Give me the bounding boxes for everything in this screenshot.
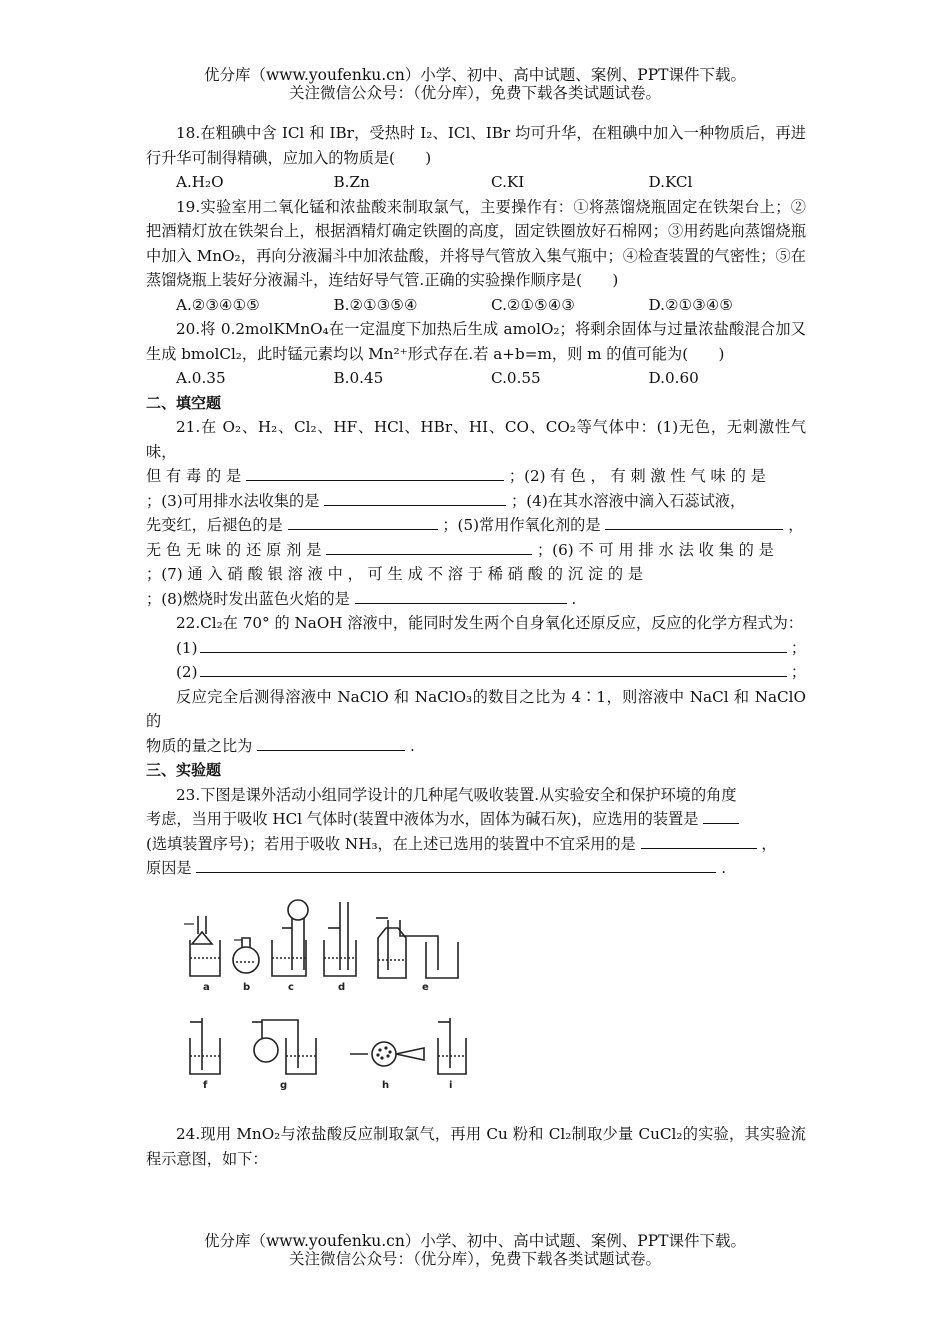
q21-line-6: ；(7) 通 入 硝 酸 银 溶 液 中 ， 可 生 成 不 溶 于 稀 硝 酸 的 沉 淀 的 是 bbox=[146, 565, 644, 583]
footer-line-1: 优分库（www.youfenku.cn）小学、初中、高中试题、案例、PPT课件下载。 bbox=[203, 1232, 747, 1250]
label-h: h bbox=[382, 1080, 390, 1091]
label-a: a bbox=[203, 982, 210, 993]
q21-line-4: 先变红，后褪色的是 ；(5)常用作氧化剂的是 ， bbox=[146, 513, 806, 538]
q23-blank-3[interactable] bbox=[196, 856, 716, 873]
question-content bbox=[146, 121, 806, 881]
label-b: b bbox=[243, 982, 251, 993]
apparatus-i bbox=[438, 1018, 466, 1074]
q21-line-1: 21.在 O₂、H₂、Cl₂、HF、HCl、HBr、HI、CO、CO₂等气体中：(1)无色，无刺激性气味， bbox=[146, 418, 806, 461]
q23-line-4: 原因是 . bbox=[146, 856, 806, 881]
q19-stem: 19.实验室用二氧化锰和浓盐酸来制取氯气，主要操作有：①将蒸馏烧瓶固定在铁架台上；②把酒精灯放在铁架台上，根据酒精灯确定铁圈的高度，固定铁圈放好石棉网；③用药匙向蒸馏烧瓶中加入 MnO₂，再向分液漏斗中加浓盐酸，并将导气管放入集气瓶中；④检查装置的气密性；⑤在蒸馏烧瓶上装好分液漏斗，连结好导气管.正确的实验操作顺序是( ) bbox=[146, 197, 806, 289]
q23-line-1: 23.下图是课外活动小组同学设计的几种尾气吸收装置.从实验安全和保护环境的角度 bbox=[176, 785, 737, 804]
q22-after: 反应完全后测得溶液中 NaClO 和 NaClO₃的数目之比为 4∶1，则溶液中 NaCl 和 NaClO 的 bbox=[146, 687, 806, 730]
q21-blank-1[interactable] bbox=[246, 464, 504, 481]
q20-option-d[interactable]: D.0.60 bbox=[648, 369, 699, 387]
apparatus-c bbox=[272, 900, 308, 976]
q18-options bbox=[146, 170, 806, 195]
label-g: g bbox=[280, 1080, 288, 1091]
q22-item-2: (2) ； bbox=[146, 660, 806, 685]
q20-options bbox=[146, 366, 806, 391]
absorption-apparatus-figure bbox=[176, 898, 476, 1094]
q21-line-3: ；(3)可用排水法收集的是 ；(4)在其水溶液中滴入石蕊试液， bbox=[146, 489, 806, 514]
q23-blank-1[interactable] bbox=[703, 807, 739, 824]
apparatus-g bbox=[252, 1020, 316, 1074]
apparatus-f bbox=[190, 1018, 220, 1074]
apparatus-h bbox=[350, 1042, 424, 1066]
q23-line-2: 考虑，当用于吸收 HCl 气体时(装置中液体为水，固体为碱石灰)，应选用的装置是 bbox=[146, 807, 806, 832]
q22-blank-1[interactable] bbox=[200, 636, 787, 653]
apparatus-b bbox=[233, 938, 259, 973]
q23-line-3: (选填装置序号)；若用于吸收 NH₃，在上述已选用的装置中不宜采用的是 ， bbox=[146, 832, 806, 857]
q22-ratio-blank[interactable] bbox=[257, 734, 405, 751]
q21-blank-5[interactable] bbox=[605, 513, 783, 530]
q20-option-a[interactable]: A.0.35 bbox=[176, 369, 226, 387]
q20-stem: 20.将 0.2molKMnO₄在一定温度下加热后生成 amolO₂；将剩余固体与过量浓盐酸混合加又生成 bmolCl₂，此时锰元素均以 Mn²⁺形式存在.若 a+b=m，则 m 的值可能为( ) bbox=[146, 320, 806, 363]
q18-option-b[interactable]: B.Zn bbox=[333, 173, 370, 191]
header-line-2: 关注微信公众号：（优分库），免费下载各类试题试卷。 bbox=[288, 84, 661, 102]
label-e: e bbox=[422, 982, 429, 993]
q19-option-d[interactable]: D.②①③④⑤ bbox=[648, 295, 734, 314]
footer-line-2: 关注微信公众号：（优分库），免费下载各类试题试卷。 bbox=[288, 1250, 661, 1268]
apparatus-d bbox=[324, 902, 356, 976]
q20-option-c[interactable]: C.0.55 bbox=[491, 369, 541, 387]
label-f: f bbox=[203, 1080, 208, 1091]
apparatus-a bbox=[184, 916, 220, 976]
q22-blank-2[interactable] bbox=[200, 660, 787, 677]
header-line-1: 优分库（www.youfenku.cn）小学、初中、高中试题、案例、PPT课件下载。 bbox=[203, 66, 747, 84]
q22-item-1: (1) ； bbox=[146, 636, 806, 661]
q21-line-5: 无 色 无 味 的 还 原 剂 是 ；(6) 不 可 用 排 水 法 收 集 的 是 bbox=[146, 538, 806, 563]
page-header bbox=[0, 66, 950, 102]
q18-stem: 18.在粗碘中含 ICl 和 IBr，受热时 I₂、ICl、IBr 均可升华，在粗碘中加入一种物质后，再进行升华可制得精碘，应加入的物质是( ) bbox=[146, 124, 806, 167]
q19-options bbox=[146, 293, 806, 318]
q21-blank-3[interactable] bbox=[324, 489, 506, 506]
label-c: c bbox=[288, 982, 294, 993]
q19-option-c[interactable]: C.②①⑤④③ bbox=[491, 295, 575, 314]
q21-line-7: ；(8)燃烧时发出蓝色火焰的是 . bbox=[146, 587, 806, 612]
q18-option-d[interactable]: D.KCl bbox=[648, 173, 693, 191]
q23-blank-2[interactable] bbox=[641, 832, 757, 849]
q22-after-2: 物质的量之比为 . bbox=[146, 734, 806, 759]
q21-blank-4[interactable] bbox=[288, 513, 438, 530]
q18-option-a[interactable]: A.H₂O bbox=[176, 173, 224, 191]
q20-option-b[interactable]: B.0.45 bbox=[333, 369, 384, 387]
q21-blank-8[interactable] bbox=[355, 587, 567, 604]
q19-option-a[interactable]: A.②③④①⑤ bbox=[176, 295, 260, 314]
q24-text: 24.现用 MnO₂与浓盐酸反应制取氯气，再用 Cu 粉和 Cl₂制取少量 CuCl₂的实验，其实验流程示意图，如下： bbox=[146, 1125, 806, 1168]
q22-stem: 22.Cl₂在 70° 的 NaOH 溶液中，能同时发生两个自身氧化还原反应，反应的化学方程式为： bbox=[176, 614, 803, 632]
section-experiment-title: 三、实验题 bbox=[146, 761, 222, 779]
apparatus-e bbox=[376, 918, 458, 978]
page-footer bbox=[0, 1232, 950, 1268]
label-i: i bbox=[449, 1080, 453, 1091]
label-d: d bbox=[338, 982, 346, 993]
q21-blank-5b[interactable] bbox=[326, 538, 532, 555]
q19-option-b[interactable]: B.②①③⑤④ bbox=[333, 295, 418, 314]
section-fill-in-title: 二、填空题 bbox=[146, 393, 222, 412]
apparatus-svg bbox=[176, 898, 476, 1094]
q24 bbox=[146, 1122, 806, 1171]
q18-option-c[interactable]: C.KI bbox=[491, 173, 525, 191]
q21-line-2: 但 有 毒 的 是 ；(2) 有 色 ， 有 刺 激 性 气 味 的 是 bbox=[146, 464, 806, 489]
